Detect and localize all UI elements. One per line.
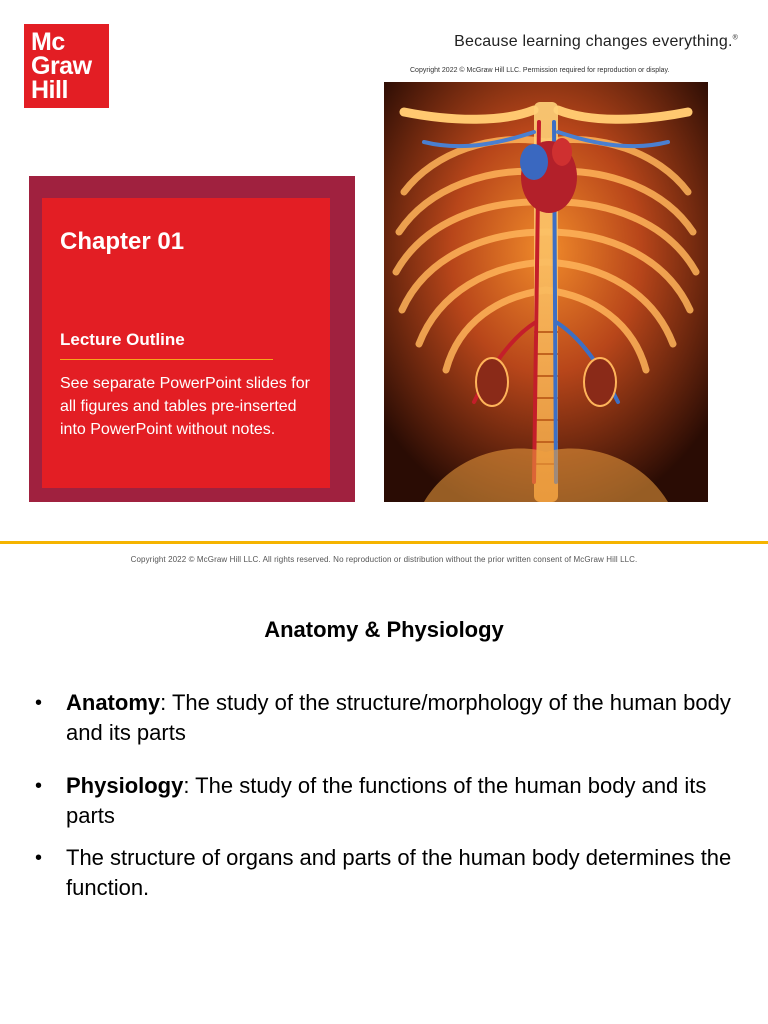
lecture-description: See separate PowerPoint slides for all figures and tables pre-inserted into PowerPoint without notes. [60, 375, 310, 438]
notes-title: Anatomy & Physiology [264, 617, 504, 642]
title-card [42, 198, 330, 488]
image-copyright: Copyright 2022 © McGraw Hill LLC. Permission required for reproduction or display. [410, 67, 670, 74]
chapter-title: Chapter 01 [60, 228, 185, 255]
registered-mark: ® [732, 34, 738, 42]
bullet-icon: • [35, 692, 43, 714]
heading-underline [60, 359, 273, 360]
logo-text-line1: Mc [31, 28, 65, 56]
bullet-icon: • [35, 847, 43, 869]
bullet-text: : The study of the functions of the human body and its parts [66, 773, 707, 828]
bullet-icon: • [35, 775, 43, 797]
tagline-text: Because learning changes everything. [454, 33, 733, 50]
lecture-outline-heading: Lecture Outline [60, 330, 185, 349]
mcgraw-hill-logo [24, 24, 109, 108]
logo-text-line3: Hill [31, 76, 68, 104]
bullet-term: Anatomy [66, 690, 161, 715]
tagline [454, 33, 738, 51]
slide-copyright-footer: Copyright 2022 © McGraw Hill LLC. All rights reserved. No reproduction or distribution without the prior written consent of McGraw Hill LLC. [130, 555, 638, 564]
slide-divider [0, 541, 768, 544]
torso-anatomy-image [384, 82, 708, 502]
bullet-item [30, 771, 740, 831]
bullet-item [30, 843, 740, 903]
notes-bullet-list [30, 688, 740, 903]
bullet-text: : The study of the structure/morphology of the human body and its parts [66, 690, 731, 745]
bullet-text: The structure of organs and parts of the human body determines the function. [66, 845, 732, 900]
bullet-item [30, 688, 740, 748]
logo-text-line2: Graw [31, 52, 92, 80]
bullet-term: Physiology [66, 773, 184, 798]
